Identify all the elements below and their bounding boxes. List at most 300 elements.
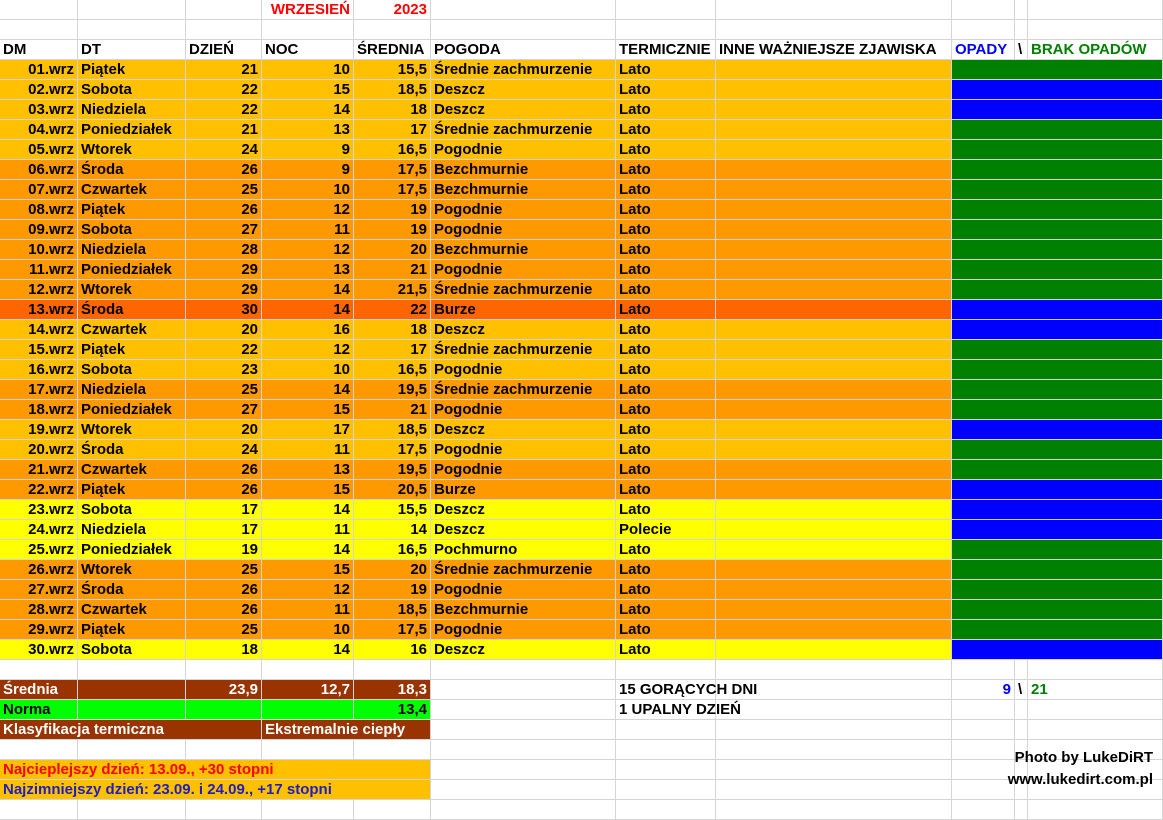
cell-precip-marker[interactable] [952, 280, 1163, 300]
cell-day[interactable]: 26 [186, 480, 262, 500]
header-precip[interactable]: OPADY [952, 40, 1015, 60]
cell-avg[interactable]: 20 [354, 240, 431, 260]
norm-value[interactable]: 13,4 [354, 700, 431, 720]
cell-dt[interactable]: Niedziela [78, 100, 186, 120]
no-precip-count[interactable]: 21 [1028, 680, 1163, 700]
cell-dm[interactable]: 28.wrz [0, 600, 78, 620]
cell-other[interactable] [716, 220, 952, 240]
header-day[interactable]: DZIEŃ [186, 40, 262, 60]
empty-cell[interactable] [716, 0, 952, 20]
empty-cell[interactable] [0, 20, 78, 40]
empty-cell[interactable] [431, 680, 616, 700]
empty-cell[interactable] [616, 740, 716, 760]
empty-cell[interactable] [1015, 800, 1028, 820]
cell-thermal[interactable]: Lato [616, 60, 716, 80]
cell-weather[interactable]: Bezchmurnie [431, 180, 616, 200]
cell-weather[interactable]: Pogodnie [431, 140, 616, 160]
cell-avg[interactable]: 16,5 [354, 360, 431, 380]
cell-weather[interactable]: Średnie zachmurzenie [431, 380, 616, 400]
summary-avg-label[interactable]: Średnia [0, 680, 78, 700]
cell-weather[interactable]: Średnie zachmurzenie [431, 560, 616, 580]
cell-avg[interactable]: 16,5 [354, 540, 431, 560]
cell-night[interactable]: 14 [262, 540, 354, 560]
cell-other[interactable] [716, 340, 952, 360]
empty-cell[interactable] [616, 20, 716, 40]
cell-thermal[interactable]: Lato [616, 540, 716, 560]
empty-cell[interactable] [952, 0, 1015, 20]
empty-cell[interactable] [354, 660, 431, 680]
cell-avg[interactable]: 20 [354, 560, 431, 580]
cell-other[interactable] [716, 120, 952, 140]
cell-weather[interactable]: Średnie zachmurzenie [431, 280, 616, 300]
cell-dm[interactable]: 22.wrz [0, 480, 78, 500]
cell-thermal[interactable]: Lato [616, 380, 716, 400]
cell-night[interactable]: 10 [262, 60, 354, 80]
cell-other[interactable] [716, 440, 952, 460]
empty-cell[interactable] [1015, 0, 1028, 20]
empty-cell[interactable] [952, 780, 1015, 800]
cell-precip-marker[interactable] [952, 420, 1163, 440]
cell-dt[interactable]: Poniedziałek [78, 540, 186, 560]
cell-precip-marker[interactable] [952, 580, 1163, 600]
precip-separator[interactable]: \ [1015, 680, 1028, 700]
cell-weather[interactable]: Średnie zachmurzenie [431, 60, 616, 80]
cell-thermal[interactable]: Lato [616, 640, 716, 660]
cell-other[interactable] [716, 160, 952, 180]
cell-dt[interactable]: Niedziela [78, 520, 186, 540]
cell-weather[interactable]: Pogodnie [431, 460, 616, 480]
cell-dm[interactable]: 13.wrz [0, 300, 78, 320]
header-separator[interactable]: \ [1015, 40, 1028, 60]
cell-precip-marker[interactable] [952, 140, 1163, 160]
cell-dt[interactable]: Sobota [78, 360, 186, 380]
cell-precip-marker[interactable] [952, 640, 1163, 660]
cell-other[interactable] [716, 300, 952, 320]
cell-night[interactable]: 15 [262, 80, 354, 100]
cell-night[interactable]: 11 [262, 440, 354, 460]
empty-cell[interactable] [952, 660, 1015, 680]
cell-weather[interactable]: Deszcz [431, 80, 616, 100]
empty-cell[interactable] [1015, 700, 1028, 720]
cell-dm[interactable]: 29.wrz [0, 620, 78, 640]
cell-dt[interactable]: Poniedziałek [78, 400, 186, 420]
cell-avg[interactable]: 15,5 [354, 60, 431, 80]
cell-other[interactable] [716, 260, 952, 280]
cell-thermal[interactable]: Lato [616, 440, 716, 460]
cell-dm[interactable]: 23.wrz [0, 500, 78, 520]
cell-thermal[interactable]: Lato [616, 400, 716, 420]
empty-cell[interactable] [616, 660, 716, 680]
cell-dt[interactable]: Piątek [78, 200, 186, 220]
cell-dm[interactable]: 21.wrz [0, 460, 78, 480]
cell-precip-marker[interactable] [952, 480, 1163, 500]
cell-avg[interactable]: 19,5 [354, 380, 431, 400]
cell-precip-marker[interactable] [952, 520, 1163, 540]
empty-cell[interactable] [431, 780, 616, 800]
cell-dt[interactable]: Piątek [78, 480, 186, 500]
cell-night[interactable]: 14 [262, 640, 354, 660]
empty-cell[interactable] [952, 800, 1015, 820]
cell-weather[interactable]: Pogodnie [431, 260, 616, 280]
cell-dm[interactable]: 06.wrz [0, 160, 78, 180]
cell-dt[interactable]: Poniedziałek [78, 120, 186, 140]
cell-weather[interactable]: Deszcz [431, 520, 616, 540]
cell-precip-marker[interactable] [952, 180, 1163, 200]
empty-cell[interactable] [431, 800, 616, 820]
empty-cell[interactable] [78, 20, 186, 40]
cell-thermal[interactable]: Lato [616, 360, 716, 380]
cell-avg[interactable]: 19 [354, 220, 431, 240]
empty-cell[interactable] [78, 0, 186, 20]
cell-other[interactable] [716, 500, 952, 520]
cell-thermal[interactable]: Lato [616, 340, 716, 360]
cell-dt[interactable]: Środa [78, 300, 186, 320]
cell-weather[interactable]: Pochmurno [431, 540, 616, 560]
cell-avg[interactable]: 21,5 [354, 280, 431, 300]
empty-cell[interactable] [616, 720, 716, 740]
cell-avg[interactable]: 19,5 [354, 460, 431, 480]
cell-day[interactable]: 30 [186, 300, 262, 320]
cell-day[interactable]: 22 [186, 80, 262, 100]
cell-avg[interactable]: 22 [354, 300, 431, 320]
cell-weather[interactable]: Pogodnie [431, 440, 616, 460]
cell-other[interactable] [716, 640, 952, 660]
cell-weather[interactable]: Deszcz [431, 420, 616, 440]
cell-dm[interactable]: 05.wrz [0, 140, 78, 160]
cell-dt[interactable]: Sobota [78, 500, 186, 520]
cell-dm[interactable]: 18.wrz [0, 400, 78, 420]
cell-dm[interactable]: 03.wrz [0, 100, 78, 120]
cell-other[interactable] [716, 200, 952, 220]
cell-night[interactable]: 12 [262, 200, 354, 220]
cell-day[interactable]: 27 [186, 400, 262, 420]
cell-night[interactable]: 10 [262, 360, 354, 380]
cell-avg[interactable]: 17,5 [354, 180, 431, 200]
cell-dt[interactable]: Czwartek [78, 320, 186, 340]
cell-weather[interactable]: Deszcz [431, 500, 616, 520]
cell-precip-marker[interactable] [952, 300, 1163, 320]
cell-dm[interactable]: 24.wrz [0, 520, 78, 540]
cell-night[interactable]: 13 [262, 120, 354, 140]
cell-day[interactable]: 25 [186, 620, 262, 640]
empty-cell[interactable] [0, 800, 78, 820]
empty-cell[interactable] [616, 780, 716, 800]
cell-thermal[interactable]: Lato [616, 120, 716, 140]
empty-cell[interactable] [952, 720, 1015, 740]
empty-cell[interactable] [1028, 800, 1163, 820]
warmest-day[interactable]: Najcieplejszy dzień: 13.09., +30 stopni [0, 760, 431, 780]
cell-avg[interactable]: 18,5 [354, 80, 431, 100]
empty-cell[interactable] [952, 20, 1015, 40]
cell-other[interactable] [716, 80, 952, 100]
empty-cell[interactable] [0, 740, 78, 760]
cell-dt[interactable]: Piątek [78, 60, 186, 80]
cell-dm[interactable]: 19.wrz [0, 420, 78, 440]
empty-cell[interactable] [262, 660, 354, 680]
header-thermal[interactable]: TERMICZNIE [616, 40, 716, 60]
cell-dt[interactable]: Środa [78, 160, 186, 180]
cell-avg[interactable]: 19 [354, 200, 431, 220]
cell-day[interactable]: 18 [186, 640, 262, 660]
empty-cell[interactable] [431, 740, 616, 760]
cell-day[interactable]: 29 [186, 280, 262, 300]
cell-day[interactable]: 21 [186, 120, 262, 140]
cell-night[interactable]: 14 [262, 100, 354, 120]
cell-thermal[interactable]: Lato [616, 320, 716, 340]
cell-thermal[interactable]: Lato [616, 200, 716, 220]
cell-other[interactable] [716, 540, 952, 560]
empty-cell[interactable] [354, 800, 431, 820]
cell-night[interactable]: 16 [262, 320, 354, 340]
cell-precip-marker[interactable] [952, 540, 1163, 560]
empty-cell[interactable] [616, 0, 716, 20]
cell-dt[interactable]: Wtorek [78, 140, 186, 160]
cell-dm[interactable]: 16.wrz [0, 360, 78, 380]
cell-weather[interactable]: Średnie zachmurzenie [431, 120, 616, 140]
cell-night[interactable]: 14 [262, 300, 354, 320]
cell-day[interactable]: 26 [186, 580, 262, 600]
empty-cell[interactable] [1015, 20, 1028, 40]
empty-cell[interactable] [1015, 720, 1028, 740]
cell-precip-marker[interactable] [952, 560, 1163, 580]
cell-other[interactable] [716, 400, 952, 420]
cell-other[interactable] [716, 180, 952, 200]
empty-cell[interactable] [616, 800, 716, 820]
empty-cell[interactable] [78, 800, 186, 820]
cell-precip-marker[interactable] [952, 400, 1163, 420]
empty-cell[interactable] [1015, 660, 1028, 680]
cell-avg[interactable]: 18,5 [354, 420, 431, 440]
very-hot-day[interactable]: 1 UPALNY DZIEŃ [616, 700, 952, 720]
cell-weather[interactable]: Bezchmurnie [431, 600, 616, 620]
cell-precip-marker[interactable] [952, 460, 1163, 480]
cell-night[interactable]: 12 [262, 580, 354, 600]
cell-other[interactable] [716, 60, 952, 80]
empty-cell[interactable] [431, 660, 616, 680]
cell-other[interactable] [716, 600, 952, 620]
cell-precip-marker[interactable] [952, 440, 1163, 460]
coldest-day[interactable]: Najzimniejszy dzień: 23.09. i 24.09., +17 stopni [0, 780, 431, 800]
cell-day[interactable]: 21 [186, 60, 262, 80]
cell-precip-marker[interactable] [952, 160, 1163, 180]
cell-night[interactable]: 17 [262, 420, 354, 440]
header-no-precip[interactable]: BRAK OPADÓW [1028, 40, 1163, 60]
empty-cell[interactable] [716, 20, 952, 40]
cell-dm[interactable]: 08.wrz [0, 200, 78, 220]
year-title[interactable]: 2023 [354, 0, 431, 20]
empty-cell[interactable] [716, 720, 952, 740]
header-weather[interactable]: POGODA [431, 40, 616, 60]
cell-thermal[interactable]: Lato [616, 180, 716, 200]
cell-dt[interactable]: Piątek [78, 340, 186, 360]
cell-dt[interactable]: Piątek [78, 620, 186, 640]
cell-dm[interactable]: 20.wrz [0, 440, 78, 460]
cell-night[interactable]: 11 [262, 600, 354, 620]
cell-night[interactable]: 12 [262, 240, 354, 260]
cell-thermal[interactable]: Lato [616, 260, 716, 280]
cell-night[interactable]: 12 [262, 340, 354, 360]
cell-other[interactable] [716, 140, 952, 160]
cell-other[interactable] [716, 100, 952, 120]
cell-thermal[interactable]: Lato [616, 620, 716, 640]
cell-dm[interactable]: 11.wrz [0, 260, 78, 280]
cell-night[interactable]: 13 [262, 460, 354, 480]
cell-day[interactable]: 24 [186, 140, 262, 160]
cell-thermal[interactable]: Lato [616, 500, 716, 520]
cell-night[interactable]: 10 [262, 620, 354, 640]
cell-thermal[interactable]: Lato [616, 460, 716, 480]
cell-dt[interactable]: Środa [78, 440, 186, 460]
cell-other[interactable] [716, 320, 952, 340]
cell-dt[interactable]: Czwartek [78, 600, 186, 620]
empty-cell[interactable] [431, 0, 616, 20]
cell-other[interactable] [716, 380, 952, 400]
cell-other[interactable] [716, 280, 952, 300]
cell-day[interactable]: 26 [186, 160, 262, 180]
empty-cell[interactable] [1028, 660, 1163, 680]
cell-night[interactable]: 10 [262, 180, 354, 200]
cell-day[interactable]: 17 [186, 500, 262, 520]
cell-dt[interactable]: Sobota [78, 80, 186, 100]
cell-avg[interactable]: 18 [354, 320, 431, 340]
cell-dt[interactable]: Środa [78, 580, 186, 600]
cell-weather[interactable]: Średnie zachmurzenie [431, 340, 616, 360]
cell-precip-marker[interactable] [952, 340, 1163, 360]
cell-thermal[interactable]: Lato [616, 280, 716, 300]
empty-cell[interactable] [716, 760, 952, 780]
cell-night[interactable]: 13 [262, 260, 354, 280]
cell-thermal[interactable]: Lato [616, 160, 716, 180]
cell-precip-marker[interactable] [952, 80, 1163, 100]
header-night[interactable]: NOC [262, 40, 354, 60]
cell-avg[interactable]: 17 [354, 120, 431, 140]
empty-cell[interactable] [716, 780, 952, 800]
cell-thermal[interactable]: Lato [616, 100, 716, 120]
cell-avg[interactable]: 17,5 [354, 620, 431, 640]
empty-cell[interactable] [186, 740, 262, 760]
cell-thermal[interactable]: Lato [616, 300, 716, 320]
cell-dt[interactable]: Poniedziałek [78, 260, 186, 280]
empty-cell[interactable] [716, 660, 952, 680]
empty-cell[interactable] [952, 740, 1015, 760]
empty-cell[interactable] [431, 20, 616, 40]
empty-cell[interactable] [716, 740, 952, 760]
precip-count[interactable]: 9 [952, 680, 1015, 700]
summary-avg-night[interactable]: 12,7 [262, 680, 354, 700]
cell-night[interactable]: 15 [262, 560, 354, 580]
cell-avg[interactable]: 21 [354, 400, 431, 420]
cell-weather[interactable]: Burze [431, 300, 616, 320]
cell-other[interactable] [716, 360, 952, 380]
empty-cell[interactable] [262, 20, 354, 40]
cell-other[interactable] [716, 420, 952, 440]
cell-dm[interactable]: 07.wrz [0, 180, 78, 200]
cell-avg[interactable]: 20,5 [354, 480, 431, 500]
cell-precip-marker[interactable] [952, 360, 1163, 380]
cell-day[interactable]: 22 [186, 100, 262, 120]
cell-dm[interactable]: 25.wrz [0, 540, 78, 560]
cell-weather[interactable]: Deszcz [431, 100, 616, 120]
cell-thermal[interactable]: Lato [616, 220, 716, 240]
cell-night[interactable]: 9 [262, 160, 354, 180]
cell-night[interactable]: 14 [262, 280, 354, 300]
cell-day[interactable]: 26 [186, 200, 262, 220]
cell-precip-marker[interactable] [952, 260, 1163, 280]
cell-night[interactable]: 15 [262, 400, 354, 420]
cell-weather[interactable]: Burze [431, 480, 616, 500]
cell-thermal[interactable]: Lato [616, 600, 716, 620]
cell-precip-marker[interactable] [952, 120, 1163, 140]
cell-avg[interactable]: 16,5 [354, 140, 431, 160]
cell-avg[interactable]: 17,5 [354, 160, 431, 180]
cell-dm[interactable]: 30.wrz [0, 640, 78, 660]
empty-cell[interactable] [78, 660, 186, 680]
empty-cell[interactable] [0, 0, 78, 20]
cell-day[interactable]: 25 [186, 180, 262, 200]
cell-dm[interactable]: 09.wrz [0, 220, 78, 240]
cell-dt[interactable]: Wtorek [78, 280, 186, 300]
empty-cell[interactable] [1028, 700, 1163, 720]
empty-cell[interactable] [186, 660, 262, 680]
month-title[interactable]: WRZESIEŃ [262, 0, 354, 20]
cell-other[interactable] [716, 560, 952, 580]
cell-weather[interactable]: Deszcz [431, 640, 616, 660]
cell-dm[interactable]: 02.wrz [0, 80, 78, 100]
cell-avg[interactable]: 18 [354, 100, 431, 120]
cell-day[interactable]: 20 [186, 420, 262, 440]
cell-avg[interactable]: 21 [354, 260, 431, 280]
cell-other[interactable] [716, 520, 952, 540]
cell-dm[interactable]: 10.wrz [0, 240, 78, 260]
cell-precip-marker[interactable] [952, 380, 1163, 400]
cell-other[interactable] [716, 580, 952, 600]
cell-thermal[interactable]: Lato [616, 240, 716, 260]
empty-cell[interactable] [431, 700, 616, 720]
cell-avg[interactable]: 16 [354, 640, 431, 660]
norm-label[interactable]: Norma [0, 700, 78, 720]
empty-cell[interactable] [354, 20, 431, 40]
classification-value[interactable]: Ekstremalnie ciepły [262, 720, 431, 740]
cell-thermal[interactable]: Lato [616, 560, 716, 580]
cell-thermal[interactable]: Lato [616, 80, 716, 100]
cell-weather[interactable]: Pogodnie [431, 360, 616, 380]
empty-cell[interactable] [262, 800, 354, 820]
cell-precip-marker[interactable] [952, 220, 1163, 240]
cell-night[interactable]: 15 [262, 480, 354, 500]
cell-precip-marker[interactable] [952, 500, 1163, 520]
cell-precip-marker[interactable] [952, 100, 1163, 120]
cell-day[interactable]: 25 [186, 560, 262, 580]
cell-dm[interactable]: 26.wrz [0, 560, 78, 580]
cell-day[interactable]: 24 [186, 440, 262, 460]
cell-day[interactable]: 22 [186, 340, 262, 360]
classification-label[interactable]: Klasyfikacja termiczna [0, 720, 262, 740]
cell-avg[interactable]: 14 [354, 520, 431, 540]
cell-weather[interactable]: Pogodnie [431, 200, 616, 220]
empty-cell[interactable] [1028, 20, 1163, 40]
cell-precip-marker[interactable] [952, 240, 1163, 260]
cell-day[interactable]: 29 [186, 260, 262, 280]
empty-cell[interactable] [262, 740, 354, 760]
cell-day[interactable]: 25 [186, 380, 262, 400]
cell-weather[interactable]: Pogodnie [431, 400, 616, 420]
empty-cell[interactable] [186, 20, 262, 40]
empty-cell[interactable] [354, 740, 431, 760]
summary-avg-day[interactable]: 23,9 [186, 680, 262, 700]
cell-avg[interactable]: 17 [354, 340, 431, 360]
cell-other[interactable] [716, 620, 952, 640]
header-dm[interactable]: DM [0, 40, 78, 60]
